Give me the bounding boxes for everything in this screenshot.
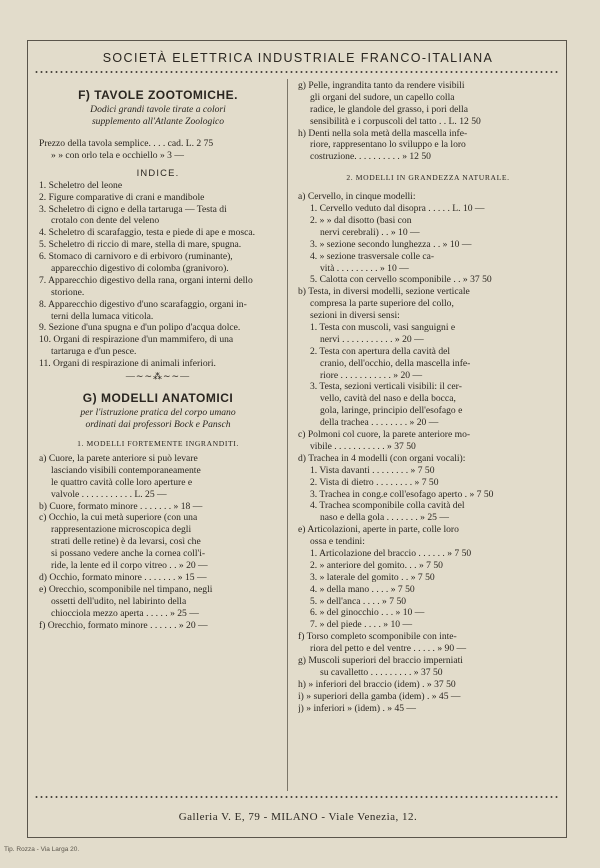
index-item: terni della lumaca viticola.: [51, 310, 154, 322]
index-item: crotalo con dente del veleno: [51, 215, 160, 227]
index-item: 4. Scheletro di scarafaggio, testa e piede di ape e mosca.: [39, 227, 256, 239]
index-item: 5. Scheletro di riccio di mare, stella di mare, spugna.: [39, 239, 242, 251]
left-column: [39, 87, 277, 631]
index-heading: INDICE.: [136, 166, 180, 178]
price-line-2: » » con orlo tela e occhiello » 3 —: [51, 149, 184, 161]
model-item: lasciando visibili contemporaneamente: [51, 464, 201, 476]
model-item: 4. Trachea scomponibile colla cavità del: [310, 500, 465, 512]
index-item: 7. Apparecchio digestivo della rana, organi interni dello: [39, 274, 253, 286]
model-item: 1. Articolazione del braccio . . . . . . » 7 50: [310, 547, 472, 559]
model-item: 5. Calotta con cervello scomponibile . . » 37 50: [310, 274, 492, 286]
model-item: d) Occhio, formato minore . . . . . . . » 15 —: [39, 571, 207, 583]
model-item: e) Orecchio, scomponibile nel timpano, negli: [39, 583, 213, 595]
model-item: gli organi del sudore, un capello colla: [310, 91, 455, 103]
address-footer: Galleria V. E, 79 - MILANO - Viale Venezia, 12.: [178, 811, 418, 823]
subsection-heading: 1. MODELLI FORTEMENTE INGRANDITI.: [77, 439, 239, 449]
model-item: della trachea . . . . . . . . » 20 —: [320, 417, 439, 429]
model-item: gola, laringe, principio dell'esofago e: [320, 405, 463, 417]
company-header: SOCIETÀ ELETTRICA INDUSTRIALE FRANCO-ITALIANA: [102, 51, 494, 65]
model-item: riore . . . . . . . . . . . » 20 —: [320, 369, 423, 381]
model-item: 4. » sezione trasversale colle ca-: [310, 250, 435, 262]
model-item: 2. Vista di dietro . . . . . . . . » 7 50: [310, 476, 439, 488]
right-column: [298, 80, 558, 714]
index-item: 8. Apparecchio digestivo d'uno scarafaggio, organi in-: [39, 298, 247, 310]
model-item: rappresentazione microscopica degli: [51, 524, 192, 536]
model-item: compresa la parte superiore del collo,: [310, 298, 454, 310]
model-item: i) » superiori della gamba (idem) . » 45 —: [298, 690, 461, 702]
model-item: 6. » del ginocchio . . . » 10 —: [310, 607, 425, 619]
model-item: 4. » della mano . . . . » 7 50: [310, 583, 415, 595]
model-item: d) Trachea in 4 modelli (con organi vocali):: [298, 452, 466, 464]
bottom-dotted-rule: [34, 795, 560, 799]
section-f-subtitle-1: Dodici grandi tavole tirate a colori: [90, 104, 226, 115]
index-item: 1. Scheletro del leone: [39, 179, 123, 191]
model-item: cranio, dell'occhio, della mascella infe-: [320, 357, 471, 369]
model-item: f) Orecchio, formato minore . . . . . . » 20 —: [39, 619, 208, 631]
model-item: a) Cuore, la parete anteriore si può levare: [39, 453, 198, 465]
model-item: ride, la lente ed il corpo vitreo . . » 20 —: [51, 560, 208, 572]
model-item: c) Occhio, la cui metà superiore (con una: [39, 512, 198, 524]
model-item: 5. » dell'anca . . . . » 7 50: [310, 595, 407, 607]
price-line-1: Prezzo della tavola semplice. . . . cad. L. 2 75: [39, 138, 214, 149]
model-item: costruzione. . . . . . . . . . » 12 50: [310, 151, 431, 163]
model-item: nervi cerebrali) . . » 10 —: [320, 226, 420, 238]
page-frame: [27, 40, 567, 838]
model-item: 3. Trachea in cong.e coll'esofago aperto . » 7 50: [310, 488, 494, 500]
index-item: 11. Organi di respirazione di animali inferiori.: [39, 358, 216, 370]
model-item: 7. » del piede . . . . » 10 —: [310, 619, 413, 631]
model-item: sensibilità e i corpuscoli del tatto . . L. 12 50: [310, 115, 481, 127]
model-item: 3. Testa, sezioni verticali visibili: il cer-: [310, 381, 462, 393]
index-item: 2. Figure comparative di crani e mandibole: [39, 191, 205, 203]
model-item: 2. » » dal disotto (basi con: [310, 215, 412, 227]
model-item: b) Testa, in diversi modelli, sezione verticale: [298, 286, 470, 298]
section-g-subtitle-1: per l'istruzione pratica del corpo umano: [80, 407, 236, 419]
printer-credit: Tip. Rozza - Via Larga 20.: [4, 846, 80, 853]
model-item: a) Cervello, in cinque modelli:: [298, 191, 416, 203]
model-item: su cavalletto . . . . . . . . . » 37 50: [320, 666, 443, 678]
model-item: vibile . . . . . . . . . . . » 37 50: [310, 440, 416, 452]
model-item: h) Denti nella sola metà della mascella infe-: [298, 127, 468, 139]
index-item: 6. Stomaco di carnivoro e di erbivoro (ruminante),: [39, 251, 233, 263]
subsection-heading: 2. MODELLI IN GRANDEZZA NATURALE.: [346, 173, 510, 183]
model-item: nervi . . . . . . . . . . . » 20 —: [320, 333, 424, 345]
model-item: naso e della gola . . . . . . . » 25 —: [320, 512, 449, 524]
model-item: vità . . . . . . . . . » 10 —: [320, 262, 409, 274]
model-item: 1. Cervello veduto dal disopra . . . . . L. 10 —: [310, 203, 485, 215]
model-item: g) Muscoli superiori del braccio imperniati: [298, 654, 463, 666]
model-item: riore, rappresentano lo sviluppo e la loro: [310, 139, 466, 151]
index-item: tartaruga e d'un pesce.: [51, 346, 137, 358]
model-item: 2. » anteriore del gomito. . . » 7 50: [310, 559, 443, 571]
model-item: radice, le glandole del grasso, i pori della: [310, 103, 468, 115]
index-item: storione.: [51, 286, 85, 298]
model-item: le quattro cavità colle loro aperture e: [51, 476, 193, 488]
model-item: c) Polmoni col cuore, la parete anteriore mo-: [298, 429, 471, 441]
model-item: ossetti dell'udito, nel labirinto della: [51, 595, 187, 607]
model-item: 3. » laterale del gomito . . » 7 50: [310, 571, 435, 583]
index-item: 10. Organi di respirazione d'un mammifero, di una: [39, 334, 234, 346]
model-item: chiocciola mezzo aperta . . . . . » 25 —: [51, 607, 199, 619]
model-item: sezioni in diversi sensi:: [310, 310, 400, 322]
model-item: f) Torso completo scomponibile con inte-: [298, 631, 457, 643]
model-item: valvole . . . . . . . . . . . L. 25 —: [51, 488, 167, 500]
top-dotted-rule: [34, 70, 560, 74]
model-item: ossa e tendini:: [310, 536, 365, 548]
column-divider: [287, 79, 288, 791]
section-ornament: —∼∼⁂∼∼—: [125, 371, 191, 382]
model-item: 1. Vista davanti . . . . . . . . » 7 50: [310, 464, 435, 476]
section-g-title: G) MODELLI ANATOMICI: [82, 391, 234, 406]
section-f-title: F) TAVOLE ZOOTOMICHE.: [78, 88, 238, 102]
model-item: j) » inferiori » (idem) . » 45 —: [298, 702, 417, 714]
model-item: b) Cuore, formato minore . . . . . . . » 18 —: [39, 500, 203, 512]
model-item: 2. Testa con apertura della cavità del: [310, 345, 451, 357]
model-item: riora del petto e del ventre . . . . . » 90 —: [310, 643, 467, 655]
index-item: 9. Sezione d'una spugna e d'un polipo d'acqua dolce.: [39, 322, 241, 334]
index-item: 3. Scheletro di cigno e della tartaruga — Testa di: [39, 203, 227, 215]
model-item: g) Pelle, ingrandita tanto da rendere visibili: [298, 80, 465, 91]
model-item: e) Articolazioni, aperte in parte, colle loro: [298, 524, 459, 536]
section-g-subtitle-2: ordinati dai professori Bock e Pansch: [85, 419, 231, 431]
model-item: 1. Testa con muscoli, vasi sanguigni e: [310, 322, 456, 334]
model-item: si possano vedere anche la cornea coll'i-: [51, 548, 206, 560]
model-item: 3. » sezione secondo lunghezza . . » 10 —: [310, 238, 472, 250]
section-f-subtitle-2: supplemento all'Atlante Zoologico: [91, 116, 225, 127]
model-item: vello, cavità del naso e della bocca,: [320, 393, 456, 405]
index-item: apparecchio digestivo di colomba (granivoro).: [51, 263, 229, 275]
model-item: h) » inferiori del braccio (idem) . » 37 50: [298, 678, 456, 690]
model-item: strati delle retine) è da levarsi, così che: [51, 536, 201, 548]
